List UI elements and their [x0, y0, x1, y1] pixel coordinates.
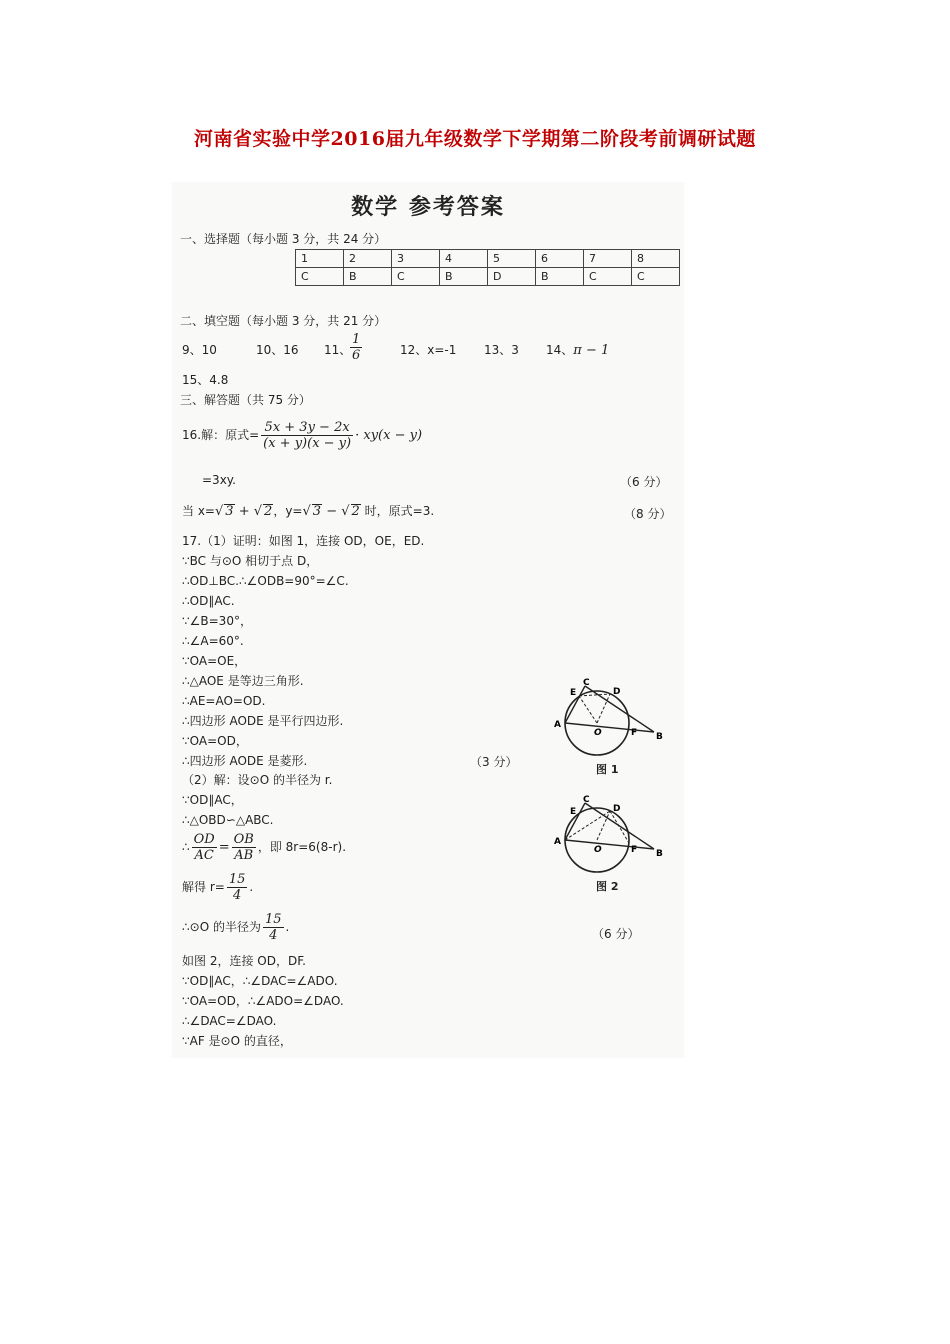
table-cell: 7 [584, 250, 632, 268]
fraction-denominator: (x + y)(x − y) [263, 436, 352, 451]
scanned-answer-sheet [172, 182, 684, 1058]
answer-q15: 15、4.8 [182, 373, 229, 387]
q17-line: ∴四边形 AODE 是平行四边形. [182, 714, 344, 728]
sqrt-radicand: 2 [351, 504, 360, 519]
q17-line: ∴∠DAC=∠DAO. [182, 1014, 277, 1028]
text-fragment: 时，原式=3. [364, 504, 435, 518]
q17-line: ∵∠B=30°， [182, 614, 252, 628]
sqrt-radicand: 2 [264, 504, 273, 519]
point-label: B [656, 849, 663, 859]
q17-radius: ∴⊙O 的半径为 $\frac{15}{4}$ . [182, 912, 290, 943]
point-label: D [613, 804, 621, 814]
q16-result: =3xy. [202, 473, 236, 487]
point-label: C [583, 795, 590, 805]
answer-q14 [546, 343, 609, 358]
q16-expression [182, 420, 422, 451]
table-cell: 5 [488, 250, 536, 268]
fraction-denominator: 4 [269, 928, 278, 943]
score-label: （3 分） [470, 755, 518, 769]
table-cell: 6 [536, 250, 584, 268]
q17-line: ∵OD∥AC， [182, 793, 243, 807]
figure-2-caption: 图 2 [596, 880, 619, 893]
table-cell: C [584, 268, 632, 286]
fraction-numerator: 15 [228, 872, 246, 887]
table-cell: 4 [440, 250, 488, 268]
answer-q12: 12、x=-1 [400, 343, 457, 357]
q17-line: ∵OA=OD，∴∠ADO=∠DAO. [182, 994, 344, 1008]
score-label: （8 分） [624, 507, 672, 521]
table-cell: 1 [296, 250, 344, 268]
fraction-denominator: 6 [352, 348, 361, 363]
q17-solve: 解得 r= $\frac{15}{4}$ . [182, 872, 254, 903]
q17-line: ∴△AOE 是等边三角形. [182, 674, 304, 688]
score-label: （6 分） [592, 927, 640, 941]
q17-line: ∵OA=OE， [182, 654, 247, 668]
q17-line: ∵OA=OD， [182, 734, 248, 748]
text-fragment: 解得 r= [182, 880, 225, 894]
table-cell: B [536, 268, 584, 286]
table-cell: C [632, 268, 680, 286]
table-cell: B [440, 268, 488, 286]
q14-label: 14、 [546, 343, 574, 357]
q17-line: ∴△OBD∽△ABC. [182, 813, 274, 827]
q17-ratio: ∴ $\frac{OD}{AC}$ = $\frac{OB}{AB}$ ，即 8r=6(8-r). [182, 832, 347, 863]
fraction-denominator: 4 [232, 888, 242, 903]
text-fragment: ，即 8r=6(8-r). [257, 840, 347, 854]
fraction-denominator: AB [234, 848, 254, 863]
q17-line: ∴AE=AO=OD. [182, 694, 266, 708]
point-label: A [554, 837, 561, 847]
table-cell: 8 [632, 250, 680, 268]
table-cell: 2 [344, 250, 392, 268]
table-cell: D [488, 268, 536, 286]
fraction-numerator: 5x + 3y − 2x [261, 420, 353, 436]
q17-line: ∴OD∥AC. [182, 594, 235, 608]
point-label: F [631, 845, 638, 855]
point-label: O [594, 845, 602, 855]
text-fragment: ∴⊙O 的半径为 [182, 920, 261, 934]
q17-line: 如图 2，连接 OD，DF. [182, 954, 306, 968]
table-cell: 3 [392, 250, 440, 268]
figure-1-caption: 图 1 [596, 763, 619, 776]
answer-q13: 13、3 [484, 343, 519, 357]
table-row-numbers [296, 250, 680, 268]
answer-table [295, 249, 680, 286]
text-fragment: 当 x= [182, 504, 215, 518]
sqrt-radicand: 3 [312, 504, 322, 519]
answer-q11-fraction [348, 332, 364, 363]
operator: − [322, 504, 342, 519]
fraction-numerator: OB [233, 832, 254, 847]
figure-2-diagram [552, 794, 672, 894]
section3-heading: 三、解答题（共 75 分） [180, 393, 311, 407]
document-title: 河南省实验中学2016届九年级数学下学期第二阶段考前调研试题 [194, 128, 756, 150]
fraction-numerator: OD [193, 832, 215, 847]
q17-line: ∵BC 与⊙O 相切于点 D， [182, 554, 319, 568]
q17-line: ∵OD∥AC，∴∠DAC=∠ADO. [182, 974, 338, 988]
figure-1 [552, 677, 672, 777]
answer-q10: 10、16 [256, 343, 299, 357]
point-label: C [583, 678, 590, 688]
point-label: O [594, 728, 602, 738]
point-label: E [570, 688, 577, 698]
point-label: D [613, 687, 621, 697]
q17-line: 17.（1）证明：如图 1，连接 OD，OE，ED. [182, 534, 425, 548]
q16-label: 16.解：原式= [182, 428, 260, 442]
section1-heading: 一、选择题（每小题 3 分，共 24 分） [180, 232, 387, 246]
fraction-numerator: 15 [264, 912, 282, 927]
answer-q11: 11、 [324, 343, 352, 357]
answer-sheet-title: 数学 参考答案 [351, 195, 505, 220]
text-fragment: ，y= [273, 504, 303, 518]
fraction-numerator: 1 [352, 332, 361, 347]
q16-substitution: 当 x=√ 3 + √ 2，y=√ 3 − √ 2 时，原式=3. [182, 504, 435, 519]
table-cell: B [344, 268, 392, 286]
table-cell: C [392, 268, 440, 286]
point-label: E [570, 807, 577, 817]
score-label: （6 分） [620, 475, 668, 489]
q14-value: π − 1 [573, 343, 610, 358]
q17-line: ∵AF 是⊙O 的直径， [182, 1034, 292, 1048]
table-cell: C [296, 268, 344, 286]
point-label: A [554, 720, 561, 730]
section2-heading: 二、填空题（每小题 3 分，共 21 分） [180, 314, 387, 328]
table-row-answers [296, 268, 680, 286]
figure-1-diagram [552, 677, 672, 777]
q17-line: （2）解：设⊙O 的半径为 r. [182, 773, 333, 787]
answer-q9: 9、10 [182, 343, 217, 357]
text-fragment: ∴ [182, 840, 190, 854]
q17-line: ∴∠A=60°. [182, 634, 244, 648]
fraction-denominator: AC [194, 848, 214, 863]
operator: + [234, 504, 254, 519]
q16-multiplier: · xy(x − y) [355, 428, 423, 443]
q17-line: ∴四边形 AODE 是菱形. [182, 754, 308, 768]
q17-line: ∴OD⊥BC.∴∠ODB=90°=∠C. [182, 574, 349, 588]
sqrt-radicand: 3 [225, 504, 234, 519]
point-label: F [631, 728, 638, 738]
point-label: B [656, 732, 663, 742]
figure-2 [552, 794, 672, 894]
